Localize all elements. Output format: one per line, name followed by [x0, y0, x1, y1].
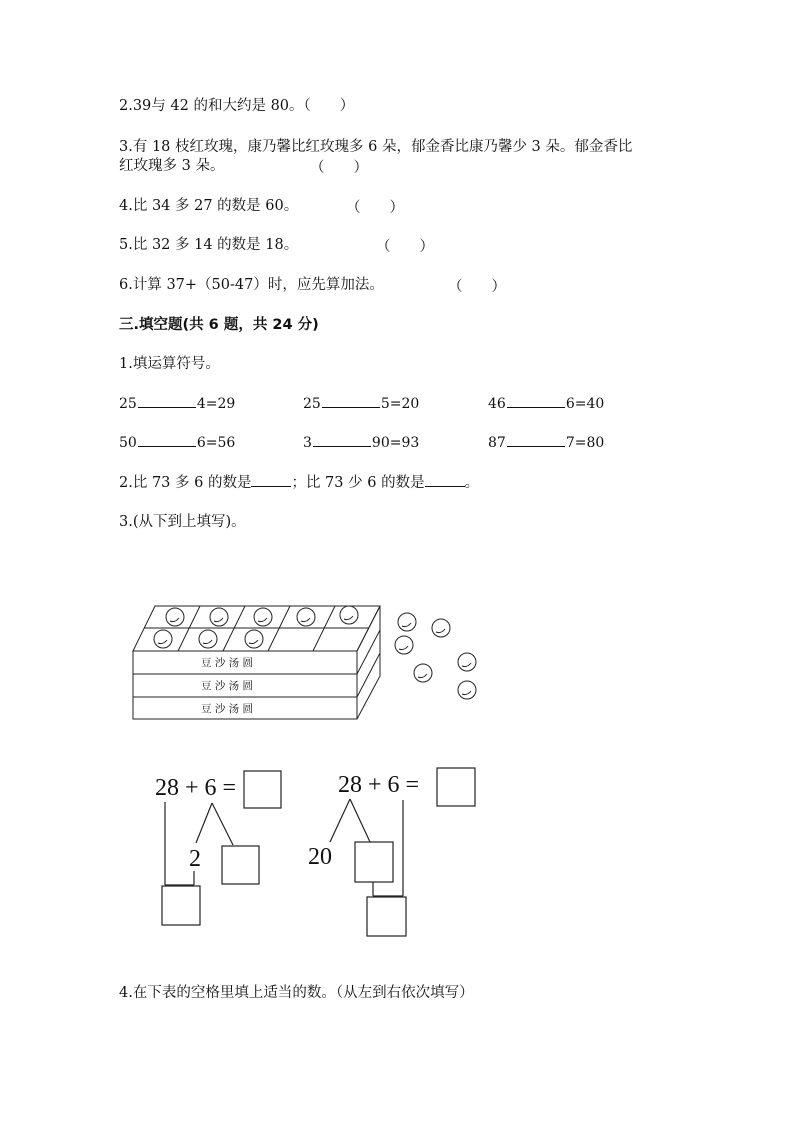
judge-q3-line2: 红玫瑰多 3 朵。: [119, 158, 225, 174]
fill-q4-title: 4.在下表的空格里填上适当的数。（从左到右依次填写）: [119, 985, 474, 1001]
result-box-1[interactable]: [244, 771, 281, 808]
split-value-1: 2: [189, 846, 201, 872]
operand-left: 46: [488, 396, 506, 412]
split-box-2[interactable]: [355, 842, 393, 882]
sum-box-1[interactable]: [162, 886, 200, 925]
fill-q2-part2: ；比 73 少 6 的数是: [291, 475, 425, 491]
judge-q4: 4.比 34 多 27 的数是 60。: [119, 198, 299, 214]
sum-box-2[interactable]: [367, 897, 406, 936]
equation-2: 28 + 6 =: [338, 772, 420, 798]
box-label: 豆 沙 汤 圆: [201, 657, 254, 669]
split-box-1[interactable]: [222, 846, 259, 884]
box-label: 豆 沙 汤 圆: [201, 680, 254, 692]
operator-blank[interactable]: [313, 434, 371, 447]
judge-q5-answer-paren[interactable]: （ ）: [376, 239, 434, 255]
operand-left: 87: [488, 435, 506, 451]
split-value-2: 20: [308, 844, 332, 870]
result-box-2[interactable]: [437, 768, 475, 806]
judge-q2: 2.39与 42 的和大约是 80。（ ）: [119, 98, 355, 114]
judge-q5: 5.比 32 多 14 的数是 18。: [119, 237, 299, 253]
operator-item: [119, 395, 235, 412]
operator-item: [488, 434, 604, 451]
operator-blank[interactable]: [507, 434, 565, 447]
operand-right: 7=80: [565, 435, 605, 451]
operand-left: 3: [303, 435, 312, 451]
operand-left: 50: [119, 435, 137, 451]
operator-item: [119, 434, 235, 451]
operator-blank[interactable]: [138, 434, 196, 447]
operand-right: 90=93: [371, 435, 420, 451]
judge-q3-answer-paren[interactable]: （ ）: [310, 160, 368, 176]
answer-blank[interactable]: [251, 474, 291, 487]
judge-q6: 6.计算 37+（50-47）时，应先算加法。: [119, 277, 384, 293]
fill-q2-part3: 。: [464, 475, 480, 491]
fill-q2: [119, 473, 479, 493]
operator-blank[interactable]: [322, 395, 380, 408]
operand-right: 6=56: [196, 435, 236, 451]
box-top: [133, 606, 380, 651]
fill-q1-title: 1.填运算符号。: [119, 356, 220, 372]
section-title: 三.填空题(共 6 题，共 24 分): [119, 317, 319, 333]
fill-q3-title: 3.(从下到上填写)。: [119, 514, 246, 530]
judge-q3-line1: 3.有 18 枝红玫瑰，康乃馨比红玫瑰多 6 朵，郁金香比康乃馨少 3 朵。郁金香比: [119, 139, 633, 155]
operand-left: 25: [119, 396, 137, 412]
box-label: 豆 沙 汤 圆: [201, 703, 254, 715]
operator-item: [488, 395, 604, 412]
operator-blank[interactable]: [507, 395, 565, 408]
operator-blank[interactable]: [138, 395, 196, 408]
operand-right: 6=40: [565, 396, 605, 412]
operand-right: 4=29: [196, 396, 236, 412]
judge-q6-answer-paren[interactable]: （ ）: [448, 279, 506, 295]
operator-item: [303, 434, 419, 451]
operator-item: [303, 395, 419, 412]
answer-blank[interactable]: [425, 474, 465, 487]
operand-left: 25: [303, 396, 321, 412]
operand-right: 5=20: [380, 396, 420, 412]
box-side: [357, 606, 380, 719]
fill-q2-part1: 2.比 73 多 6 的数是: [119, 475, 252, 491]
equation-1: 28 + 6 =: [155, 775, 237, 801]
judge-q4-answer-paren[interactable]: （ ）: [346, 200, 404, 216]
